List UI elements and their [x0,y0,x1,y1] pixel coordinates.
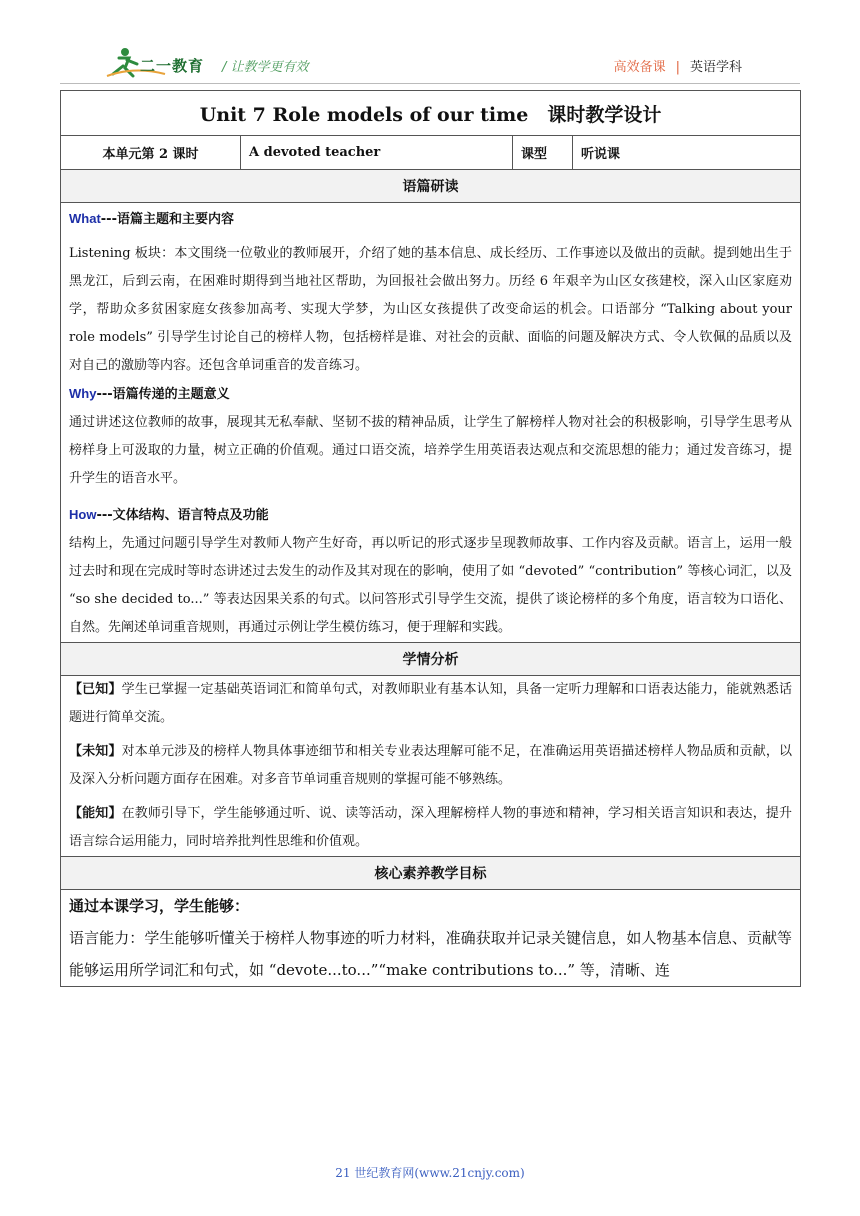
what-title: ---语篇主题和主要内容 [100,212,234,227]
text-study-content [61,203,801,643]
slogan: / 让教学更有效 [222,60,309,75]
page-header [0,0,860,90]
lesson-label: 本单元第 2 课时 [61,136,241,170]
able-text: 在教师引导下，学生能够通过听、说、读等活动，深入理解榜样人物的事迹和精神，学习相关语言知识和表达，提升语言综合运用能力，同时培养批判性思维和价值观。 [69,806,793,849]
core-goals-content [61,890,801,987]
goals-lead: 通过本课学习，学生能够： [69,897,250,915]
document-title: Unit 7 Role models of our time 课时教学设计 [61,91,801,136]
how-title: ---文体结构、语言特点及功能 [96,508,269,523]
section-heading-text-study: 语篇研读 [61,170,801,203]
learner-analysis-content [61,676,801,857]
unknown-label: 【未知】 [69,744,122,759]
why-paragraph: 通过讲述这位教师的故事，展现其无私奉献、坚韧不拔的精神品质，让学生了解榜样人物对社会的积极影响，引导学生思考从榜样身上可汲取的力量，树立正确的价值观。通过口语交流，培养学生用英语表达观点和交流思想的能力；通过发音练习，提升学生的语音水平。 [69,415,793,486]
meta-row [61,136,801,170]
unknown-text: 对本单元涉及的榜样人物具体事迹细节和相关专业表达理解可能不足，在准确运用英语描述榜样人物品质和贡献，以及深入分析问题方面存在困难。对多音节单词重音规则的掌握可能不够熟练。 [69,744,793,787]
tag-separator: | [675,60,680,75]
able-label: 【能知】 [69,806,122,821]
type-label: 课型 [513,136,573,170]
known-label: 【已知】 [69,682,122,697]
lesson-title: A devoted teacher [241,136,513,170]
how-keyword: How [69,507,97,522]
subject-tag [614,56,742,75]
tag-left: 高效备课 [613,60,666,75]
why-keyword: Why [69,386,97,401]
known-text: 学生已掌握一定基础英语词汇和简单句式，对教师职业有基本认知，具备一定听力理解和口语表达能力，能就熟悉话题进行简单交流。 [69,682,793,725]
tag-right: 英语学科 [689,60,742,75]
section-heading-learner-analysis: 学情分析 [61,643,801,676]
lesson-design-table [60,90,801,987]
what-keyword: What [69,211,101,226]
logo-text: 二一教育 [140,57,205,75]
page-footer: 21 世纪教育网(www.21cnjy.com) [335,1166,525,1180]
language-ability-text: 语言能力：学生能够听懂关于榜样人物事迹的听力材料，准确获取并记录关键信息，如人物基本信息、贡献等能够运用所学词汇和句式，如 “devote...to...”“make contributions to...” 等，清晰、连 [69,929,793,979]
header-divider [60,83,800,84]
type-value: 听说课 [573,136,801,170]
section-heading-core-goals: 核心素养教学目标 [61,857,801,890]
why-title: ---语篇传递的主题意义 [96,387,230,402]
what-paragraph: Listening 板块：本文围绕一位敬业的教师展开，介绍了她的基本信息、成长经历、工作事迹以及做出的贡献。提到她出生于黑龙江，后到云南，在困难时期得到当地社区帮助，为回报社会做出努力。历经 6 年艰辛为山区女孩建校，深入山区家庭劝学，帮助众多贫困家庭女孩参加高考、实现大学梦，为山区女孩提供了改变命运的机会。口语部分 “Talking about your role models” 引导学生讨论自己的榜样人物，包括榜样是谁、对社会的贡献、面临的问题及解决方式、令人钦佩的品质以及对自己的激励等内容。还包含单词重音的发音练习。 [69,246,793,373]
how-paragraph: 结构上，先通过问题引导学生对教师人物产生好奇，再以听记的形式逐步呈现教师故事、工作内容及贡献。语言上，运用一般过去时和现在完成时等时态讲述过去发生的动作及其对现在的影响，使用了如 “devoted” “contribution” 等核心词汇，以及 “so she decided to...” 等表达因果关系的句式。以问答形式引导学生交流，提供了谈论榜样的多个角度，语言较为口语化、自然。先阐述单词重音规则，再通过示例让学生模仿练习，便于理解和实践。 [69,536,793,635]
